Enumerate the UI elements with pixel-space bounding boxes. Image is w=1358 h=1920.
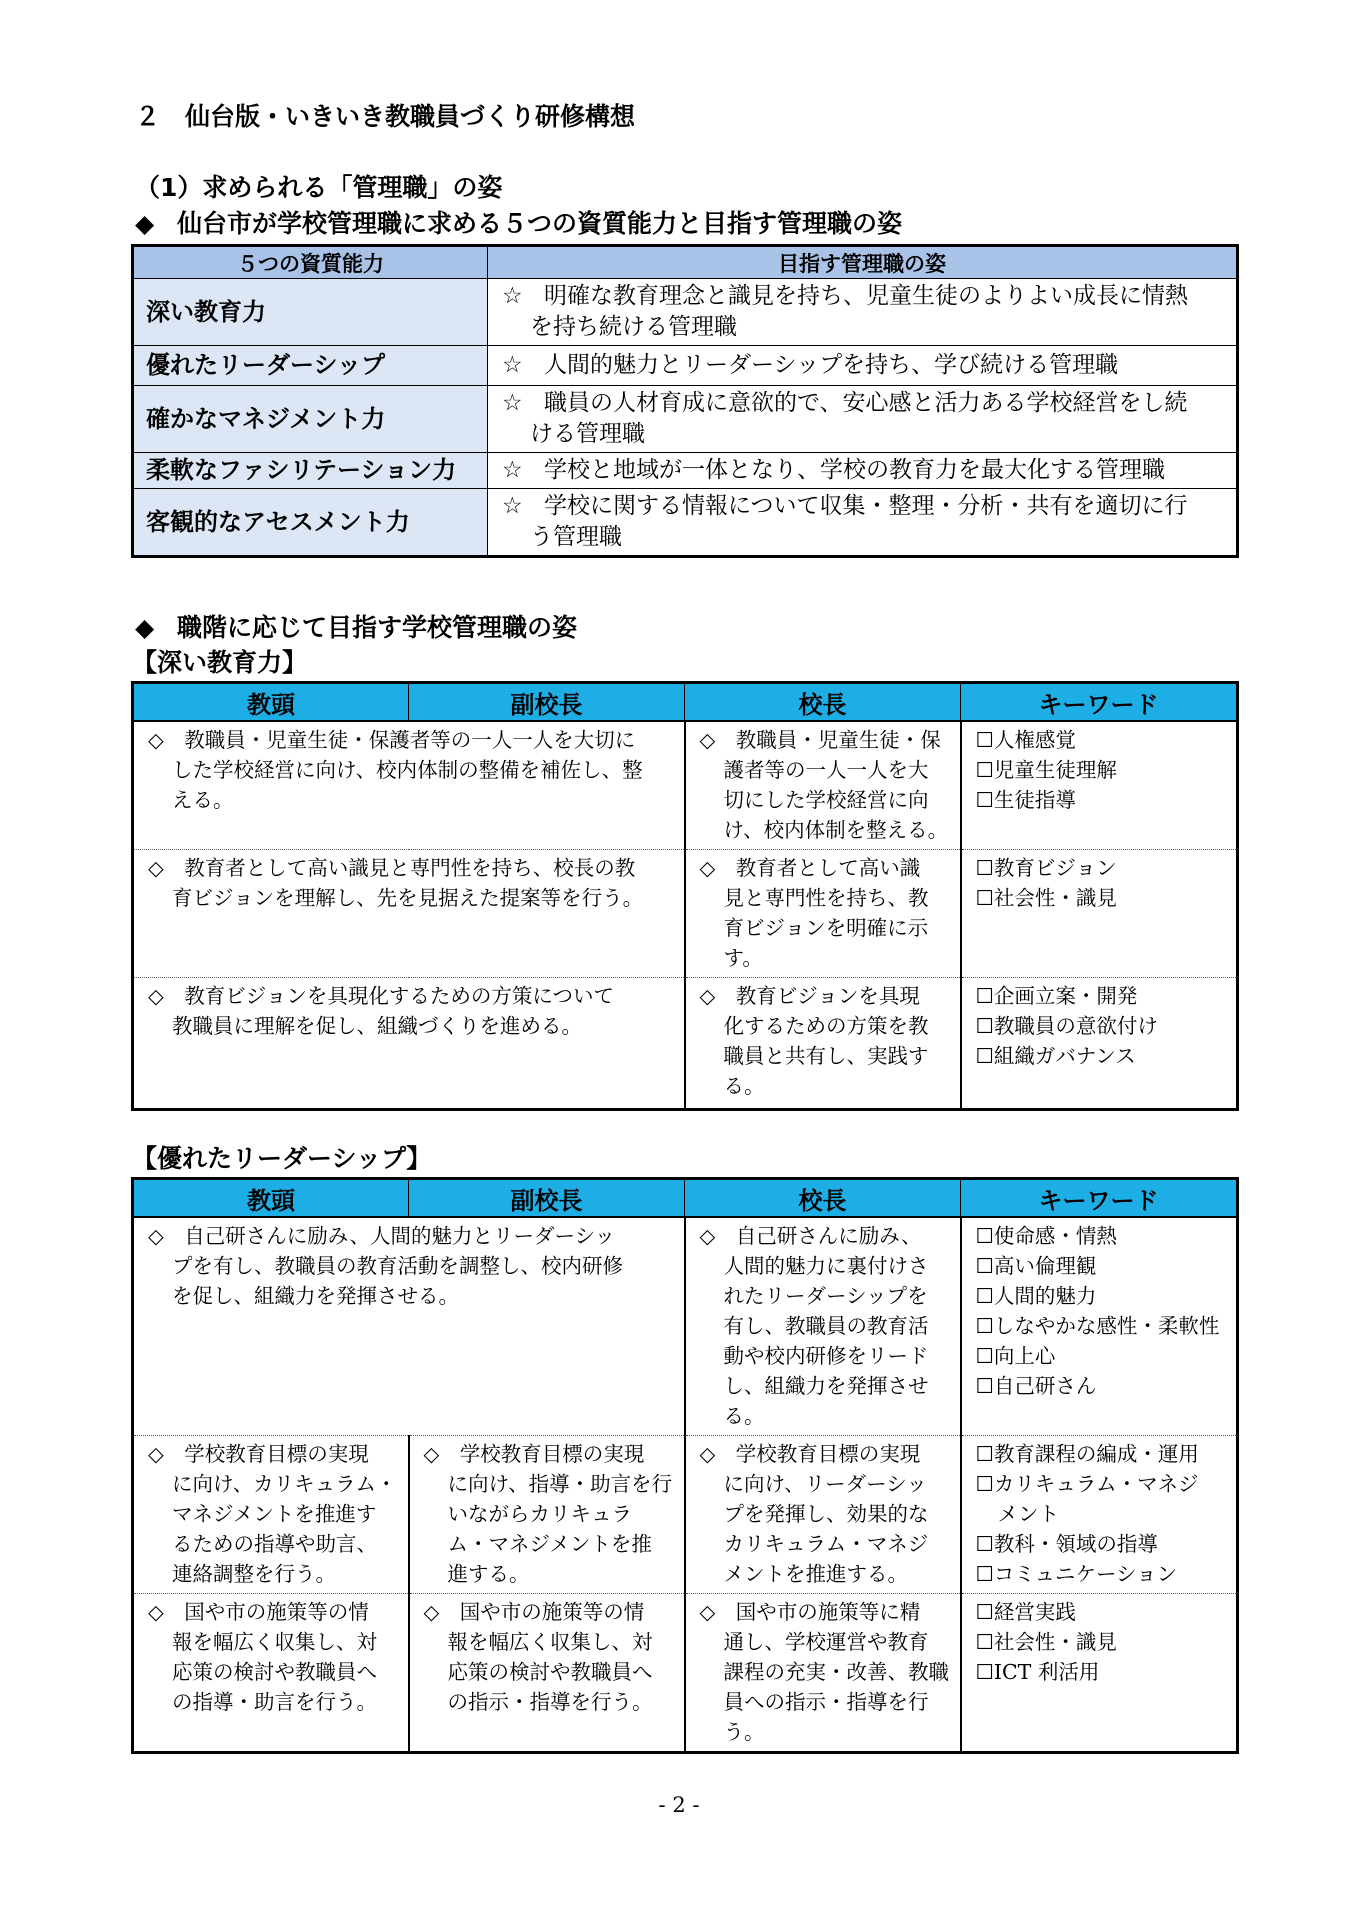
section-title-education: 【深い教育力】 <box>132 648 308 677</box>
header-qualities: ５つの資質能力 <box>133 246 488 279</box>
goal-row <box>133 1594 1238 1753</box>
header-ideal: 目指す管理職の姿 <box>488 246 1238 279</box>
keyword-item: ☐企画立案・開発 <box>975 984 1138 1008</box>
keyword-item: ☐高い倫理観 <box>975 1254 1097 1278</box>
quality-name: 優れたリーダーシップ <box>133 346 488 386</box>
subsection-heading: （1）求められる「管理職」の姿 <box>135 173 503 202</box>
text-line: を促し、組織力を発揮させる。 <box>172 1284 459 1308</box>
keywords-cell <box>961 978 1238 1110</box>
text-line: 切にした学校経営に向 <box>723 788 929 812</box>
goal-row <box>133 850 1238 978</box>
keyword-item: ☐使命感・情熱 <box>975 1224 1117 1248</box>
text-line: る。 <box>723 1074 765 1098</box>
star-marker: ☆ <box>502 352 523 378</box>
text-line: 育ビジョンを明確に示 <box>723 916 929 940</box>
header-principal: 校長 <box>685 1179 961 1218</box>
ideal-description <box>488 489 1238 557</box>
text-line: カリキュラム・マネジ <box>723 1532 929 1556</box>
principal-goal <box>685 850 961 978</box>
header-principal: 校長 <box>685 683 961 722</box>
text-line: に向け、リーダーシッ <box>723 1472 927 1496</box>
text-line: し、組織力を発揮させ <box>723 1374 929 1398</box>
quality-row <box>133 346 1238 386</box>
description-line: ける管理職 <box>530 421 645 447</box>
text-line: 報を幅広く収集し、対 <box>447 1630 653 1654</box>
description-line: う管理職 <box>530 524 622 550</box>
text-line: 課程の充実・改善、教職 <box>723 1660 949 1684</box>
ideal-description <box>488 279 1238 346</box>
page-number: - 2 - <box>658 1793 700 1817</box>
quality-row <box>133 386 1238 453</box>
keyword-item: ☐人権感覚 <box>975 728 1076 752</box>
keyword-item: ☐生徒指導 <box>975 788 1076 812</box>
text-line: 進する。 <box>447 1562 530 1586</box>
text-line: に向け、指導・助言を行 <box>447 1472 673 1496</box>
ideal-description <box>488 386 1238 453</box>
star-marker: ☆ <box>502 493 523 519</box>
bullet-heading-ranks: ◆ 職階に応じて目指す学校管理職の姿 <box>135 613 578 642</box>
star-marker: ☆ <box>502 457 523 483</box>
leadership-table <box>131 1177 1239 1754</box>
description-line: を持ち続ける管理職 <box>530 314 737 340</box>
text-line: ◇ 国や市の施策等の情 <box>148 1600 369 1624</box>
text-line: ◇ 教職員・児童生徒・保護者等の一人一人を大切に <box>148 728 636 752</box>
quality-row <box>133 453 1238 489</box>
vice-deputy-goal <box>133 850 685 978</box>
quality-row <box>133 279 1238 346</box>
text-line: いながらカリキュラ <box>447 1502 632 1526</box>
keywords-cell <box>961 1594 1238 1753</box>
text-line: ◇ 自己研さんに励み、人間的魅力とリーダーシッ <box>148 1224 616 1248</box>
text-line: け、校内体制を整える。 <box>723 818 949 842</box>
quality-name: 客観的なアセスメント力 <box>133 489 488 557</box>
text-line: マネジメントを推進す <box>172 1502 377 1526</box>
description-text: 職員の人材育成に意欲的で、安心感と活力ある学校経営をし続 <box>544 390 1188 416</box>
principal-goal <box>685 978 961 1110</box>
keyword-item: ☐向上心 <box>975 1344 1056 1368</box>
quality-row <box>133 489 1238 557</box>
text-line: プを有し、教職員の教育活動を調整し、校内研修 <box>172 1254 623 1278</box>
description-line <box>502 350 1228 381</box>
header-vice-principal: 教頭 <box>133 683 409 722</box>
goal-row <box>133 1217 1238 1436</box>
qualities-table <box>131 244 1239 558</box>
keyword-item: ☐教育ビジョン <box>975 856 1117 880</box>
principal-goal <box>685 1217 961 1436</box>
text-line: ◇ 教育者として高い識見と専門性を持ち、校長の教 <box>148 856 636 880</box>
text-line: 応策の検討や教職員へ <box>447 1660 653 1684</box>
text-line: す。 <box>723 946 763 970</box>
keyword-item: ☐コミュニケーション <box>975 1562 1178 1586</box>
text-line: ◇ 国や市の施策等に精 <box>699 1600 921 1624</box>
text-line: に向け、カリキュラム・ <box>172 1472 397 1496</box>
text-line: 動や校内研修をリード <box>723 1344 929 1368</box>
text-line: ◇ 自己研さんに励み、 <box>699 1224 922 1248</box>
quality-name: 確かなマネジメント力 <box>133 386 488 453</box>
deputy-principal-goal <box>409 1594 685 1753</box>
header-keywords: キーワード <box>961 1179 1238 1218</box>
text-line: ◇ 学校教育目標の実現 <box>423 1442 645 1466</box>
text-line: 応策の検討や教職員へ <box>172 1660 377 1684</box>
text-line: 報を幅広く収集し、対 <box>172 1630 377 1654</box>
section-title-leadership: 【優れたリーダーシップ】 <box>132 1144 432 1173</box>
text-line: 職員と共有し、実践す <box>723 1044 929 1068</box>
keyword-item: ☐カリキュラム・マネジ <box>975 1472 1199 1496</box>
keyword-item: ☐教科・領域の指導 <box>975 1532 1158 1556</box>
text-line: メントを推進する。 <box>723 1562 908 1586</box>
vice-deputy-goal <box>133 1217 685 1436</box>
ideal-description <box>488 453 1238 489</box>
goal-row <box>133 721 1238 850</box>
bullet-heading-qualities: ◆ 仙台市が学校管理職に求める５つの資質能力と目指す管理職の姿 <box>135 209 903 238</box>
text-line: 化するための方策を教 <box>723 1014 929 1038</box>
quality-name: 深い教育力 <box>133 279 488 346</box>
text-line: れたリーダーシップを <box>723 1284 928 1308</box>
description-text: 明確な教育理念と識見を持ち、児童生徒のよりよい成長に情熱 <box>544 283 1188 309</box>
quality-name: 柔軟なファシリテーション力 <box>133 453 488 489</box>
text-line: した学校経営に向け、校内体制の整備を補佐し、整 <box>172 758 643 782</box>
text-line: ◇ 教育ビジョンを具現化するための方策について <box>148 984 614 1008</box>
description-line <box>502 455 1228 486</box>
principal-goal <box>685 1594 961 1753</box>
header-deputy-principal: 副校長 <box>409 683 685 722</box>
keyword-item: ☐組織ガバナンス <box>975 1044 1136 1068</box>
goal-row <box>133 978 1238 1110</box>
text-line: ◇ 教育ビジョンを具現 <box>699 984 920 1008</box>
text-line: の指示・指導を行う。 <box>447 1690 653 1714</box>
text-line: える。 <box>172 788 234 812</box>
text-line: プを発揮し、効果的な <box>723 1502 929 1526</box>
text-line: 見と専門性を持ち、教 <box>723 886 929 910</box>
text-line: ◇ 学校教育目標の実現 <box>699 1442 921 1466</box>
star-marker: ☆ <box>502 283 523 309</box>
keyword-item: ☐教育課程の編成・運用 <box>975 1442 1199 1466</box>
description-line <box>502 388 1228 419</box>
keyword-item: ☐人間的魅力 <box>975 1284 1097 1308</box>
keyword-item: ☐しなやかな感性・柔軟性 <box>975 1314 1220 1338</box>
description-text: 学校と地域が一体となり、学校の教育力を最大化する管理職 <box>544 457 1165 483</box>
keywords-cell <box>961 1217 1238 1436</box>
text-line: ◇ 国や市の施策等の情 <box>423 1600 645 1624</box>
text-line: る。 <box>723 1404 765 1428</box>
text-line: の指導・助言を行う。 <box>172 1690 377 1714</box>
keyword-item: ☐社会性・識見 <box>975 1630 1117 1654</box>
keyword-item: ☐経営実践 <box>975 1600 1076 1624</box>
text-line: 護者等の一人一人を大 <box>723 758 929 782</box>
text-line: 通し、学校運営や教育 <box>723 1630 929 1654</box>
header-keywords: キーワード <box>961 683 1238 722</box>
keywords-cell <box>961 1436 1238 1594</box>
header-deputy-principal: 副校長 <box>409 1179 685 1218</box>
vice-deputy-goal <box>133 721 685 850</box>
text-line: るための指導や助言、 <box>172 1532 377 1556</box>
text-line: 人間的魅力に裏付けさ <box>723 1254 929 1278</box>
text-line: ◇ 教職員・児童生徒・保 <box>699 728 941 752</box>
vice-principal-goal <box>133 1436 409 1594</box>
vice-principal-goal <box>133 1594 409 1753</box>
principal-goal <box>685 721 961 850</box>
text-line: う。 <box>723 1720 765 1744</box>
description-text: 人間的魅力とリーダーシップを持ち、学び続ける管理職 <box>544 352 1119 378</box>
header-vice-principal: 教頭 <box>133 1179 409 1218</box>
description-line <box>502 281 1228 312</box>
ideal-description <box>488 346 1238 386</box>
description-text: 学校に関する情報について収集・整理・分析・共有を適切に行 <box>544 493 1188 519</box>
text-line: 有し、教職員の教育活 <box>723 1314 929 1338</box>
deputy-principal-goal <box>409 1436 685 1594</box>
keyword-item: ☐児童生徒理解 <box>975 758 1117 782</box>
text-line: 員への指示・指導を行 <box>723 1690 929 1714</box>
goal-row <box>133 1436 1238 1594</box>
text-line: ム・マネジメントを推 <box>447 1532 652 1556</box>
principal-goal <box>685 1436 961 1594</box>
section-heading: ２ 仙台版・いきいき教職員づくり研修構想 <box>135 102 636 131</box>
keyword-item: メント <box>997 1502 1059 1526</box>
description-line <box>502 491 1228 522</box>
text-line: ◇ 教育者として高い識 <box>699 856 921 880</box>
vice-deputy-goal <box>133 978 685 1110</box>
keywords-cell <box>961 721 1238 850</box>
education-table <box>131 681 1239 1111</box>
text-line: ◇ 学校教育目標の実現 <box>148 1442 369 1466</box>
text-line: 育ビジョンを理解し、先を見据えた提案等を行う。 <box>172 886 644 910</box>
keywords-cell <box>961 850 1238 978</box>
keyword-item: ☐自己研さん <box>975 1374 1097 1398</box>
text-line: 連絡調整を行う。 <box>172 1562 336 1586</box>
star-marker: ☆ <box>502 390 523 416</box>
keyword-item: ☐社会性・識見 <box>975 886 1117 910</box>
keyword-item: ☐教職員の意欲付け <box>975 1014 1158 1038</box>
keyword-item: ☐ICT 利活用 <box>975 1660 1100 1684</box>
text-line: 教職員に理解を促し、組織づくりを進める。 <box>172 1014 582 1038</box>
